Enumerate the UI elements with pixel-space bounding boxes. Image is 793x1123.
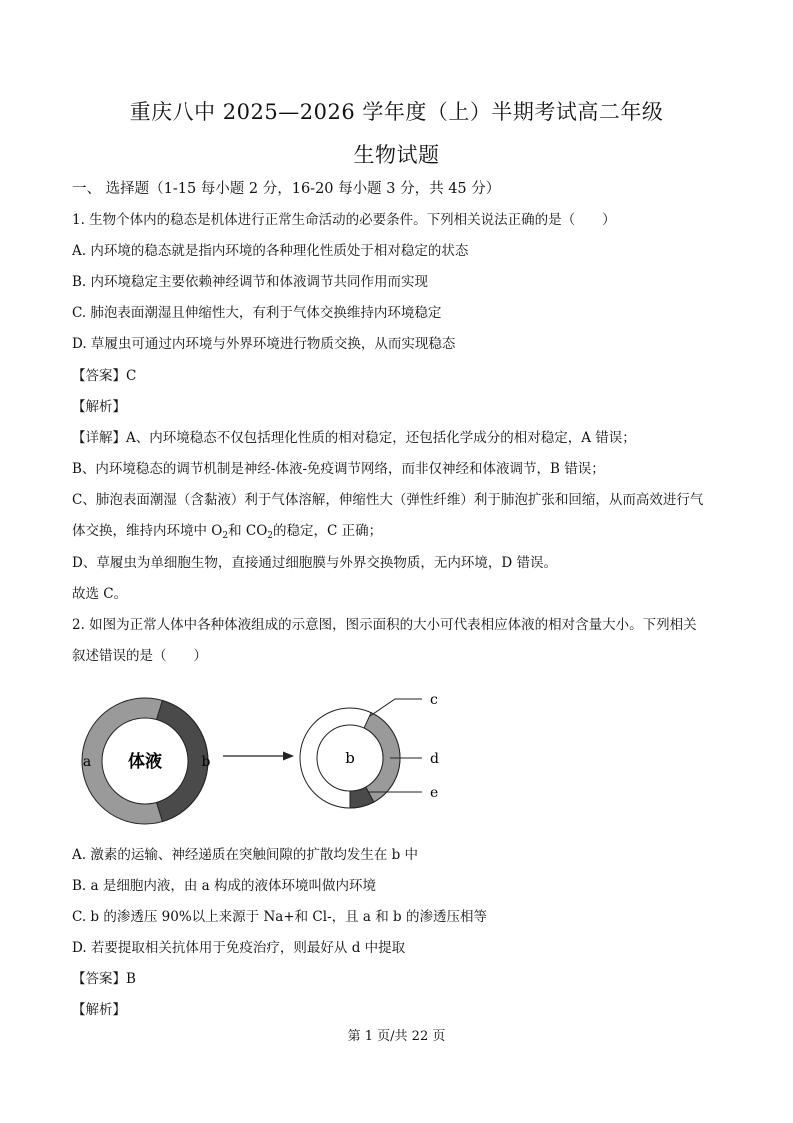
q2-option-b: B. a 是细胞内液，由 a 构成的液体环境叫做内环境: [72, 878, 376, 894]
q1-detail-c2-pre: 体交换，维持内环境中 O: [72, 523, 223, 539]
left-ring: [82, 698, 211, 824]
q1-detail-c2-mid: 和 CO: [228, 523, 268, 539]
exam-title: 重庆八中 2025—2026 学年度（上）半期考试高二年级: [129, 100, 664, 124]
q1-stem: 1. 生物个体内的稳态是机体进行正常生命活动的必要条件。下列相关说法正确的是（ ）: [72, 212, 616, 228]
q1-option-b: B. 内环境稳定主要依赖神经调节和体液调节共同作用而实现: [72, 274, 429, 290]
q1-analysis-label: 【解析】: [72, 399, 126, 415]
q2-option-c: C. b 的渗透压 90%以上来源于 Na+和 Cl-，且 a 和 b 的渗透压相等: [72, 909, 487, 925]
o2-subscript: 2: [222, 531, 229, 541]
q2-analysis-label: 【解析】: [72, 1002, 126, 1018]
page-number: 第 1 页/共 22 页: [347, 1029, 446, 1044]
exam-subject: 生物试题: [353, 143, 440, 167]
label-e: e: [430, 785, 439, 801]
q2-option-a: A. 激素的运输、神经递质在突触间隙的扩散均发生在 b 中: [72, 847, 419, 863]
co2-subscript: 2: [267, 531, 274, 541]
q1-detail-d: D、草履虫为单细胞生物，直接通过细胞膜与外界交换物质，无内环境，D 错误。: [72, 555, 557, 571]
arrow: [223, 752, 294, 761]
q2-answer: 【答案】B: [72, 971, 136, 987]
label-c: c: [430, 692, 438, 708]
q1-detail-c2-post: 的稳定，C 正确；: [273, 523, 383, 539]
section-heading: 一、 选择题（1-15 每小题 2 分，16-20 每小题 3 分，共 45 分）: [72, 181, 501, 197]
label-b-left: b: [201, 754, 211, 770]
q2-stem-line2: 叙述错误的是（ ）: [72, 648, 207, 664]
q1-detail-a: 【详解】A、内环境稳态不仅包括理化性质的相对稳定，还包括化学成分的相对稳定，A 错误；: [72, 430, 636, 446]
q1-option-d: D. 草履虫可通过内环境与外界环境进行物质交换，从而实现稳态: [72, 336, 456, 352]
q1-conclusion: 故选 C。: [72, 586, 128, 602]
label-d: d: [430, 751, 439, 767]
right-ring: [300, 692, 439, 808]
q2-option-d: D. 若要提取相关抗体用于免疫治疗，则最好从 d 中提取: [72, 940, 406, 956]
label-body-fluid: 体液: [128, 752, 162, 772]
q2-stem-line1: 2. 如图为正常人体中各种体液组成的示意图，图示面积的大小可代表相应体液的相对含量大小。下列相关: [72, 617, 697, 633]
q1-detail-c2: [72, 522, 732, 545]
q1-detail-b: B、内环境稳态的调节机制是神经-体液-免疫调节网络，而非仅神经和体液调节，B 错误；: [72, 461, 605, 477]
q1-option-a: A. 内环境的稳态就是指内环境的各种理化性质处于相对稳定的状态: [72, 243, 469, 259]
label-b-right: b: [345, 749, 355, 767]
q1-answer: 【答案】C: [72, 368, 137, 384]
arrow-head: [283, 752, 294, 761]
body-fluid-diagram: [72, 686, 452, 836]
q1-option-c: C. 肺泡表面潮湿且伸缩性大，有利于气体交换维持内环境稳定: [72, 305, 442, 321]
q1-detail-c1: C、肺泡表面潮湿（含黏液）利于气体溶解，伸缩性大（弹性纤维）利于肺泡扩张和回缩，从而高效进行气: [72, 492, 704, 508]
label-a: a: [82, 754, 92, 770]
leader-line-c: [370, 699, 422, 716]
